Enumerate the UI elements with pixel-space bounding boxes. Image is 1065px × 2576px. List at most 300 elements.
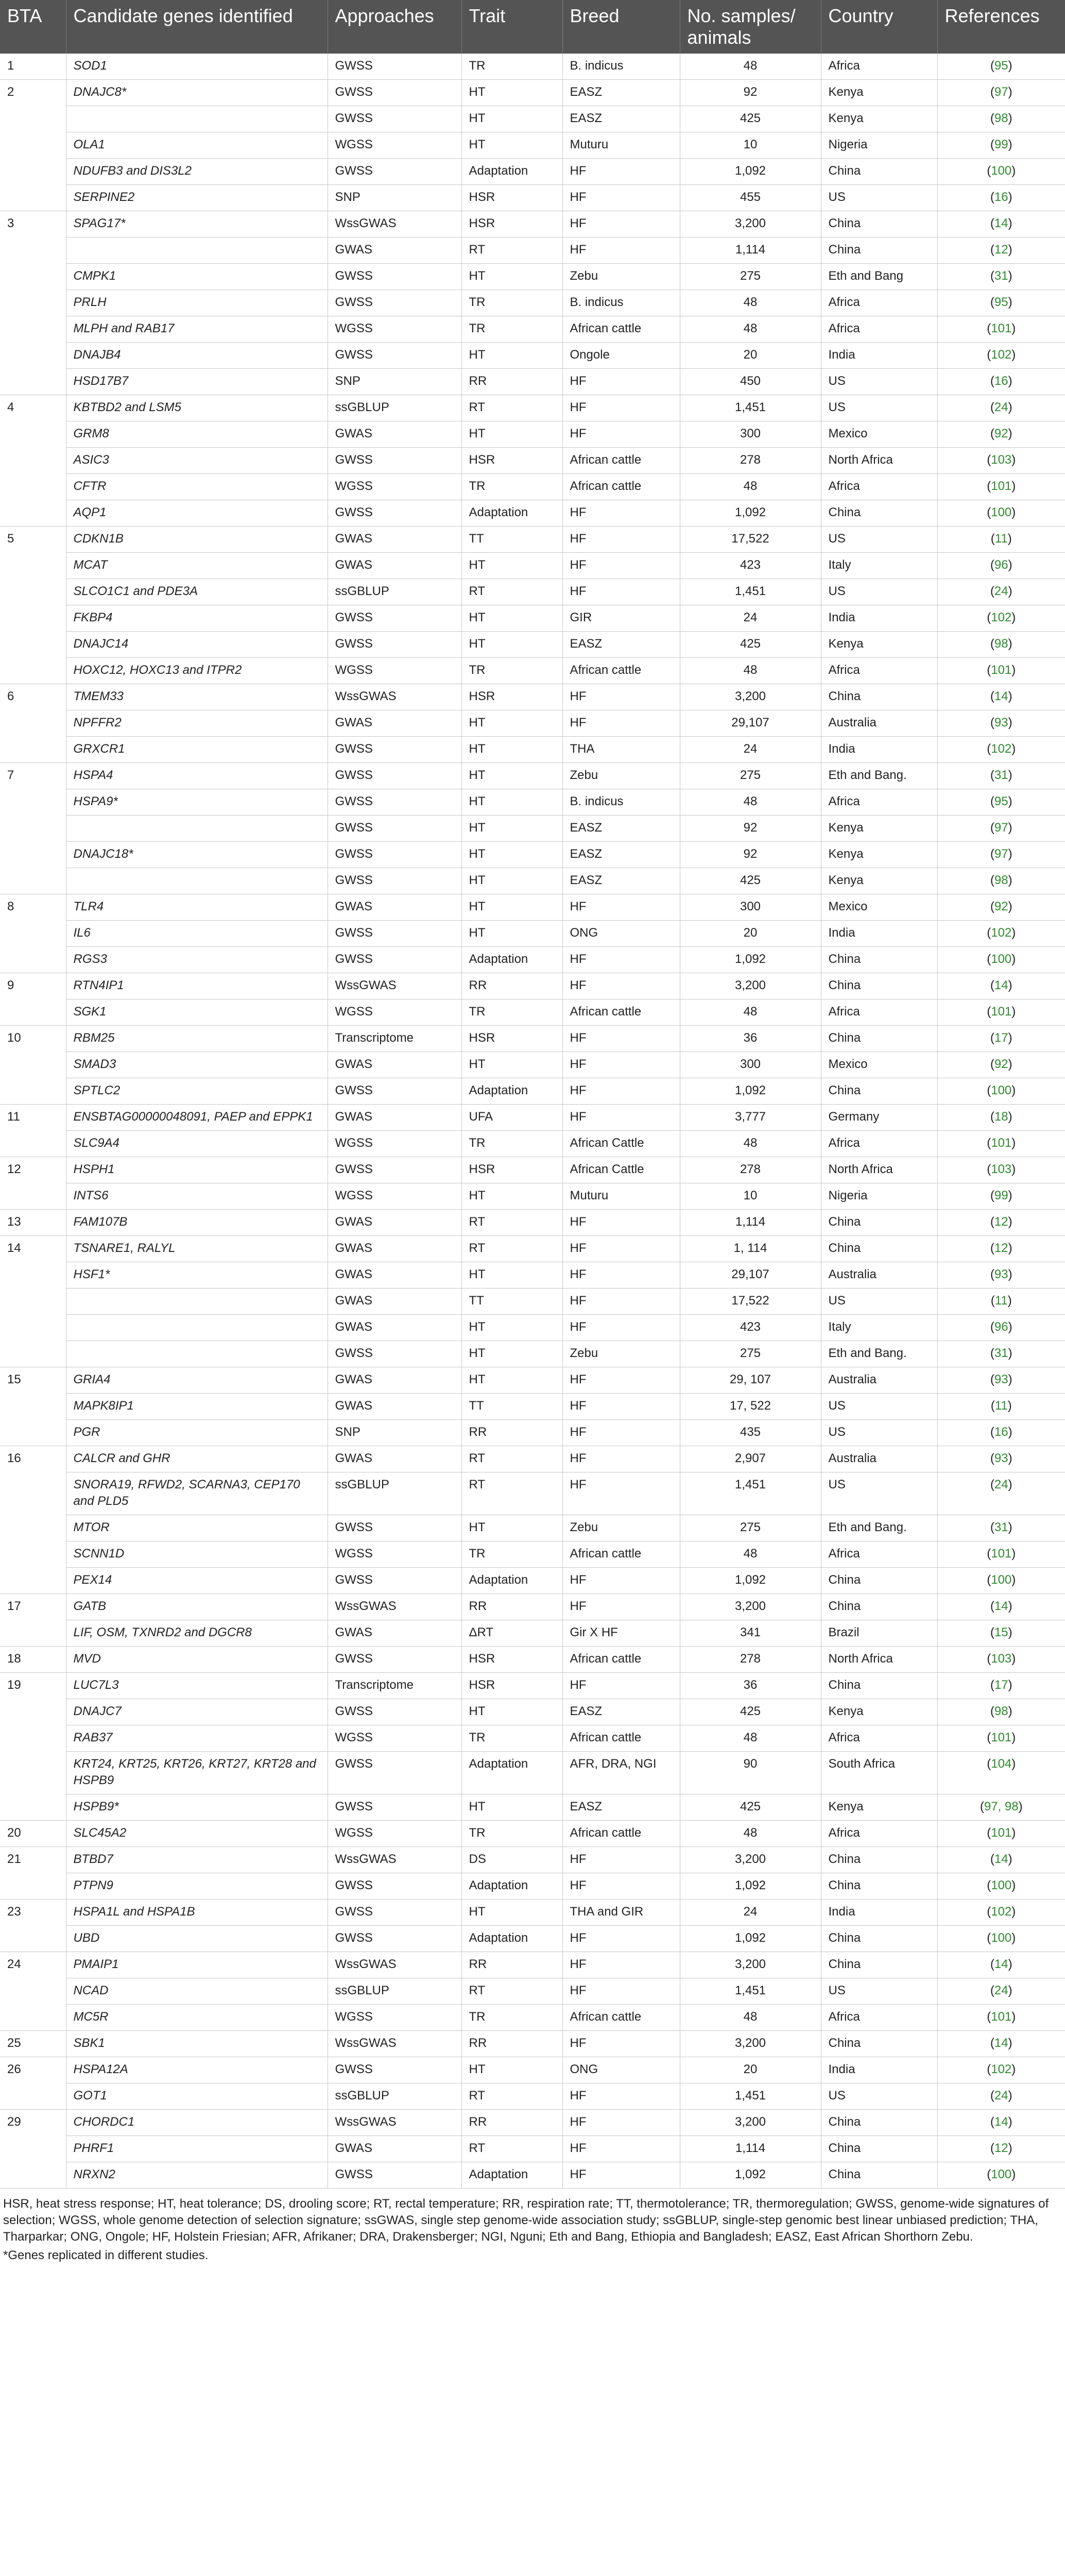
- approach-cell: WssGWAS: [328, 684, 461, 710]
- country-cell: China: [821, 1236, 937, 1262]
- samples-cell: 1,092: [680, 1926, 821, 1952]
- bta-cell: [0, 816, 66, 842]
- approach-cell: WGSS: [328, 1131, 461, 1157]
- breed-cell: HF: [562, 2162, 680, 2189]
- samples-cell: 300: [680, 421, 821, 448]
- reference-link[interactable]: 12: [994, 1215, 1008, 1229]
- approach-cell: GWSS: [328, 448, 461, 474]
- samples-cell: 48: [680, 290, 821, 316]
- table-row: [0, 2136, 1065, 2162]
- reference-link[interactable]: 12: [994, 2141, 1008, 2155]
- trait-cell: HSR: [461, 1673, 562, 1699]
- samples-cell: 1,092: [680, 159, 821, 185]
- table-row: [0, 605, 1065, 632]
- samples-cell: 29, 107: [680, 1367, 821, 1394]
- country-cell: India: [821, 1900, 937, 1926]
- country-cell: Africa: [821, 54, 937, 80]
- trait-cell: TR: [461, 658, 562, 684]
- bta-cell: 15: [7, 1372, 21, 1386]
- country-cell: Africa: [821, 2005, 937, 2031]
- reference-link[interactable]: 101: [991, 1826, 1012, 1840]
- reference-link[interactable]: 95: [994, 794, 1008, 808]
- breed-cell: HF: [562, 1926, 680, 1952]
- table-row: [0, 1446, 1065, 1472]
- bta-cell: [0, 1420, 66, 1446]
- reference-link[interactable]: 24: [994, 400, 1008, 414]
- reference-link[interactable]: 99: [994, 138, 1008, 151]
- country-cell: Mexico: [821, 421, 937, 448]
- reference-link[interactable]: 95: [994, 295, 1008, 309]
- table-row: [0, 1794, 1065, 1821]
- bta-cell: [0, 632, 66, 658]
- approach-cell: WssGWAS: [328, 2110, 461, 2136]
- reference-cell: (11): [937, 1394, 1065, 1420]
- bta-cell: [0, 1752, 66, 1794]
- approach-cell: GWSS: [328, 500, 461, 527]
- breed-cell: HF: [562, 369, 680, 395]
- reference-cell: (97, 98): [937, 1794, 1065, 1821]
- reference-link[interactable]: 12: [994, 1241, 1008, 1255]
- bta-cell: [0, 842, 66, 868]
- reference-link[interactable]: 18: [994, 1110, 1008, 1124]
- country-cell: China: [821, 1568, 937, 1594]
- samples-cell: 278: [680, 448, 821, 474]
- gene-cell: CDKN1B: [66, 527, 328, 553]
- bta-cell: [0, 1394, 66, 1420]
- samples-cell: 1,092: [680, 500, 821, 527]
- breed-cell: HF: [562, 395, 680, 421]
- reference-link[interactable]: 101: [991, 321, 1012, 335]
- country-cell: China: [821, 211, 937, 238]
- gene-cell: ENSBTAG00000048091, PAEP and EPPK1: [66, 1105, 328, 1131]
- asterisk-note: *Genes replicated in different studies.: [3, 2248, 209, 2262]
- gene-cell: UBD: [66, 1926, 328, 1952]
- table-row: [0, 1105, 1065, 1131]
- breed-cell: HF: [562, 553, 680, 579]
- breed-cell: African cattle: [562, 316, 680, 343]
- samples-cell: 48: [680, 1725, 821, 1752]
- reference-link[interactable]: 104: [991, 1757, 1012, 1771]
- reference-cell: (98): [937, 1699, 1065, 1725]
- approach-cell: GWAS: [328, 1620, 461, 1647]
- bta-cell: [0, 868, 66, 894]
- reference-link[interactable]: 16: [994, 374, 1008, 388]
- reference-link[interactable]: 100: [991, 505, 1012, 519]
- country-cell: China: [821, 2110, 937, 2136]
- samples-cell: 20: [680, 343, 821, 369]
- reference-link[interactable]: 98: [994, 111, 1008, 125]
- breed-cell: HF: [562, 1594, 680, 1620]
- breed-cell: HF: [562, 1847, 680, 1873]
- country-cell: Africa: [821, 1131, 937, 1157]
- gene-cell: HSPA9*: [66, 789, 328, 816]
- trait-cell: Adaptation: [461, 1568, 562, 1594]
- breed-cell: African cattle: [562, 999, 680, 1026]
- reference-link[interactable]: 102: [991, 611, 1012, 624]
- table-row: [0, 868, 1065, 894]
- reference-link[interactable]: 102: [991, 1905, 1012, 1919]
- breed-cell: EASZ: [562, 1794, 680, 1821]
- breed-cell: Gir X HF: [562, 1620, 680, 1647]
- breed-cell: HF: [562, 1568, 680, 1594]
- table-row: [0, 1394, 1065, 1420]
- table-row: [0, 684, 1065, 710]
- reference-link[interactable]: 16: [994, 190, 1008, 204]
- table-row: [0, 1752, 1065, 1794]
- breed-cell: HF: [562, 2136, 680, 2162]
- bta-cell: [0, 789, 66, 816]
- breed-cell: EASZ: [562, 1699, 680, 1725]
- reference-link[interactable]: 98: [994, 637, 1008, 651]
- breed-cell: Muturu: [562, 1183, 680, 1210]
- reference-link[interactable]: 14: [994, 978, 1008, 992]
- reference-cell: (17): [937, 1673, 1065, 1699]
- country-cell: Kenya: [821, 842, 937, 868]
- reference-link[interactable]: 31: [994, 1520, 1008, 1534]
- trait-cell: HSR: [461, 1026, 562, 1052]
- reference-link[interactable]: 100: [991, 952, 1012, 966]
- country-cell: Eth and Bang.: [821, 1515, 937, 1541]
- trait-cell: HT: [461, 816, 562, 842]
- breed-cell: HF: [562, 185, 680, 211]
- reference-link[interactable]: 14: [994, 1852, 1008, 1866]
- trait-cell: HT: [461, 106, 562, 132]
- trait-cell: HT: [461, 1183, 562, 1210]
- bta-cell: [0, 1289, 66, 1315]
- reference-link[interactable]: 100: [991, 2167, 1012, 2181]
- breed-cell: HF: [562, 500, 680, 527]
- table-row: [0, 1420, 1065, 1446]
- samples-cell: 1,092: [680, 1568, 821, 1594]
- trait-cell: HSR: [461, 211, 562, 238]
- reference-link[interactable]: 17: [994, 1678, 1008, 1692]
- breed-cell: HF: [562, 1210, 680, 1236]
- samples-cell: 3,200: [680, 2110, 821, 2136]
- gene-cell: GRIA4: [66, 1367, 328, 1394]
- reference-link[interactable]: 101: [991, 1731, 1012, 1744]
- reference-cell: (24): [937, 1978, 1065, 2005]
- approach-cell: GWSS: [328, 1568, 461, 1594]
- reference-link[interactable]: 101: [991, 1005, 1012, 1019]
- country-cell: Nigeria: [821, 1183, 937, 1210]
- reference-link[interactable]: 15: [994, 1625, 1008, 1639]
- bta-cell: [0, 1515, 66, 1541]
- reference-link[interactable]: 93: [994, 1372, 1008, 1386]
- country-cell: Kenya: [821, 632, 937, 658]
- gene-cell: FAM107B: [66, 1210, 328, 1236]
- reference-link[interactable]: 100: [991, 1083, 1012, 1097]
- table-row: [0, 343, 1065, 369]
- reference-link[interactable]: 14: [994, 1599, 1008, 1613]
- approach-cell: WssGWAS: [328, 973, 461, 999]
- reference-link[interactable]: 96: [994, 1320, 1008, 1334]
- approach-cell: GWAS: [328, 527, 461, 553]
- samples-cell: 2,907: [680, 1446, 821, 1472]
- reference-link[interactable]: 98: [994, 1704, 1008, 1718]
- breed-cell: HF: [562, 1420, 680, 1446]
- reference-link[interactable]: 98: [994, 873, 1008, 887]
- trait-cell: HT: [461, 1052, 562, 1078]
- reference-cell: (100): [937, 1873, 1065, 1900]
- reference-link[interactable]: 14: [994, 689, 1008, 703]
- reference-link[interactable]: 101: [991, 663, 1012, 677]
- samples-cell: 17,522: [680, 1289, 821, 1315]
- reference-link[interactable]: 93: [994, 716, 1008, 730]
- gene-cell: MC5R: [66, 2005, 328, 2031]
- table-row: [0, 947, 1065, 973]
- gene-cell: MCAT: [66, 553, 328, 579]
- reference-link[interactable]: 95: [994, 59, 1008, 73]
- bta-cell: [0, 579, 66, 605]
- table-row: [0, 54, 1065, 80]
- reference-link[interactable]: 100: [991, 1878, 1012, 1892]
- samples-cell: 425: [680, 1794, 821, 1821]
- breed-cell: HF: [562, 1472, 680, 1515]
- table-row: [0, 1847, 1065, 1873]
- samples-cell: 275: [680, 264, 821, 290]
- breed-cell: B. indicus: [562, 290, 680, 316]
- approach-cell: WssGWAS: [328, 1847, 461, 1873]
- samples-cell: 3,200: [680, 684, 821, 710]
- reference-cell: (24): [937, 395, 1065, 421]
- trait-cell: RT: [461, 2136, 562, 2162]
- country-cell: China: [821, 238, 937, 264]
- reference-link[interactable]: 101: [991, 479, 1012, 493]
- samples-cell: 423: [680, 553, 821, 579]
- reference-link[interactable]: 101: [991, 1136, 1012, 1150]
- table-row: [0, 2005, 1065, 2031]
- gene-cell: PRLH: [66, 290, 328, 316]
- table-row: [0, 1515, 1065, 1541]
- breed-cell: HF: [562, 1315, 680, 1341]
- reference-link[interactable]: 102: [991, 348, 1012, 362]
- approach-cell: Transcriptome: [328, 1673, 461, 1699]
- reference-link[interactable]: 14: [994, 2036, 1008, 2050]
- reference-cell: (103): [937, 1647, 1065, 1673]
- reference-link[interactable]: 11: [994, 1294, 1008, 1308]
- trait-cell: RR: [461, 369, 562, 395]
- breed-cell: HF: [562, 238, 680, 264]
- bta-cell: [0, 185, 66, 211]
- bta-cell: [0, 1620, 66, 1647]
- bta-cell: [0, 1341, 66, 1367]
- trait-cell: HT: [461, 737, 562, 763]
- reference-link[interactable]: 103: [991, 1162, 1012, 1176]
- table-row: [0, 1673, 1065, 1699]
- breed-cell: HF: [562, 1952, 680, 1978]
- country-cell: North Africa: [821, 1647, 937, 1673]
- breed-cell: African cattle: [562, 448, 680, 474]
- country-cell: India: [821, 343, 937, 369]
- reference-link[interactable]: 24: [994, 2089, 1008, 2103]
- table-row: [0, 1341, 1065, 1367]
- country-cell: Africa: [821, 999, 937, 1026]
- breed-cell: AFR, DRA, NGI: [562, 1752, 680, 1794]
- country-cell: China: [821, 1952, 937, 1978]
- gene-cell: NDUFB3 and DIS3L2: [66, 159, 328, 185]
- trait-cell: HT: [461, 1315, 562, 1341]
- reference-link[interactable]: 101: [991, 1547, 1012, 1561]
- reference-cell: (14): [937, 1847, 1065, 1873]
- reference-link[interactable]: 99: [994, 1189, 1008, 1202]
- table-row: [0, 1131, 1065, 1157]
- table-row: [0, 1078, 1065, 1105]
- table-row: [0, 737, 1065, 763]
- trait-cell: HT: [461, 132, 562, 159]
- country-cell: China: [821, 1847, 937, 1873]
- bta-cell: 21: [7, 1852, 21, 1866]
- reference-link[interactable]: 92: [994, 900, 1008, 913]
- bta-cell: [0, 132, 66, 159]
- reference-cell: (100): [937, 159, 1065, 185]
- country-cell: US: [821, 1420, 937, 1446]
- trait-cell: HT: [461, 1794, 562, 1821]
- reference-link[interactable]: 102: [991, 2062, 1012, 2076]
- reference-link[interactable]: 14: [994, 1957, 1008, 1971]
- reference-link[interactable]: 31: [994, 269, 1008, 283]
- table-row: [0, 1725, 1065, 1752]
- table-row: [0, 999, 1065, 1026]
- table-row: [0, 1647, 1065, 1673]
- breed-cell: African Cattle: [562, 1157, 680, 1183]
- approach-cell: GWSS: [328, 80, 461, 106]
- samples-cell: 10: [680, 1183, 821, 1210]
- reference-cell: (104): [937, 1752, 1065, 1794]
- trait-cell: HT: [461, 921, 562, 947]
- reference-link[interactable]: 17: [994, 1031, 1008, 1045]
- trait-cell: TR: [461, 290, 562, 316]
- gene-cell: NCAD: [66, 1978, 328, 2005]
- reference-link[interactable]: 96: [994, 558, 1008, 572]
- reference-link[interactable]: 24: [994, 1478, 1008, 1492]
- table-row: [0, 710, 1065, 737]
- gene-cell: SCNN1D: [66, 1541, 328, 1568]
- gene-cell: MAPK8IP1: [66, 1394, 328, 1420]
- bta-cell: 14: [7, 1241, 21, 1255]
- samples-cell: 3,200: [680, 973, 821, 999]
- reference-cell: (102): [937, 2057, 1065, 2083]
- trait-cell: HT: [461, 605, 562, 632]
- reference-link[interactable]: 31: [994, 1346, 1008, 1360]
- reference-link[interactable]: 24: [994, 1984, 1008, 1997]
- header-trait: Trait: [461, 0, 562, 54]
- reference-link[interactable]: 11: [994, 532, 1008, 546]
- gene-cell: DNAJC18*: [66, 842, 328, 868]
- reference-link[interactable]: 100: [991, 1931, 1012, 1945]
- country-cell: Africa: [821, 789, 937, 816]
- bta-cell: [0, 290, 66, 316]
- table-row: [0, 1026, 1065, 1052]
- reference-link[interactable]: 16: [994, 1425, 1008, 1439]
- reference-link[interactable]: 31: [994, 768, 1008, 782]
- table-row: [0, 395, 1065, 421]
- reference-link[interactable]: 102: [991, 742, 1012, 756]
- breed-cell: EASZ: [562, 632, 680, 658]
- trait-cell: Adaptation: [461, 1078, 562, 1105]
- table-row: [0, 553, 1065, 579]
- reference-link[interactable]: 97: [994, 847, 1008, 861]
- reference-link[interactable]: 92: [994, 1057, 1008, 1071]
- reference-cell: (14): [937, 2110, 1065, 2136]
- table-row: [0, 1594, 1065, 1620]
- approach-cell: GWAS: [328, 1394, 461, 1420]
- reference-link[interactable]: 101: [991, 2010, 1012, 2024]
- bta-cell: 2: [7, 85, 14, 99]
- approach-cell: GWSS: [328, 1699, 461, 1725]
- reference-link[interactable]: 92: [994, 427, 1008, 440]
- reference-cell: (15): [937, 1620, 1065, 1647]
- country-cell: Africa: [821, 1541, 937, 1568]
- approach-cell: GWAS: [328, 1289, 461, 1315]
- bta-cell: [0, 1926, 66, 1952]
- samples-cell: 48: [680, 999, 821, 1026]
- approach-cell: GWAS: [328, 1052, 461, 1078]
- samples-cell: 3,200: [680, 1847, 821, 1873]
- reference-link[interactable]: 14: [994, 216, 1008, 230]
- breed-cell: HF: [562, 1236, 680, 1262]
- table-row: [0, 264, 1065, 290]
- table-row: [0, 211, 1065, 238]
- trait-cell: Adaptation: [461, 1873, 562, 1900]
- reference-cell: (16): [937, 1420, 1065, 1446]
- approach-cell: ssGBLUP: [328, 579, 461, 605]
- bta-cell: [0, 1472, 66, 1515]
- samples-cell: 29,107: [680, 1262, 821, 1289]
- table-row: [0, 1568, 1065, 1594]
- approach-cell: Transcriptome: [328, 1026, 461, 1052]
- gene-cell: SPTLC2: [66, 1078, 328, 1105]
- approach-cell: GWSS: [328, 54, 461, 80]
- reference-link[interactable]: 100: [991, 1573, 1012, 1587]
- gene-cell: HSPA12A: [66, 2057, 328, 2083]
- country-cell: Germany: [821, 1105, 937, 1131]
- approach-cell: WGSS: [328, 1725, 461, 1752]
- reference-link[interactable]: 93: [994, 1451, 1008, 1465]
- reference-cell: (11): [937, 527, 1065, 553]
- table-row: [0, 1873, 1065, 1900]
- table-row: [0, 1367, 1065, 1394]
- reference-link[interactable]: 100: [991, 164, 1012, 178]
- reference-link[interactable]: 93: [994, 1267, 1008, 1281]
- breed-cell: Zebu: [562, 1515, 680, 1541]
- country-cell: Kenya: [821, 816, 937, 842]
- samples-cell: 24: [680, 1900, 821, 1926]
- reference-link[interactable]: 103: [991, 1652, 1012, 1666]
- reference-link[interactable]: 102: [991, 926, 1012, 940]
- trait-cell: Adaptation: [461, 947, 562, 973]
- reference-link[interactable]: 97, 98: [984, 1800, 1019, 1814]
- reference-cell: (12): [937, 2136, 1065, 2162]
- table-row: [0, 1210, 1065, 1236]
- breed-cell: THA and GIR: [562, 1900, 680, 1926]
- reference-link[interactable]: 24: [994, 584, 1008, 598]
- reference-link[interactable]: 14: [994, 2115, 1008, 2129]
- reference-link[interactable]: 12: [994, 243, 1008, 257]
- country-cell: Mexico: [821, 894, 937, 921]
- reference-link[interactable]: 11: [994, 1399, 1008, 1413]
- bta-cell: 12: [7, 1162, 21, 1176]
- bta-cell: [0, 159, 66, 185]
- trait-cell: HSR: [461, 1157, 562, 1183]
- country-cell: Kenya: [821, 80, 937, 106]
- bta-cell: [0, 1725, 66, 1752]
- reference-link[interactable]: 97: [994, 821, 1008, 835]
- samples-cell: 92: [680, 80, 821, 106]
- bta-cell: [0, 921, 66, 947]
- reference-link[interactable]: 97: [994, 85, 1008, 99]
- breed-cell: ONG: [562, 2057, 680, 2083]
- reference-link[interactable]: 103: [991, 453, 1012, 467]
